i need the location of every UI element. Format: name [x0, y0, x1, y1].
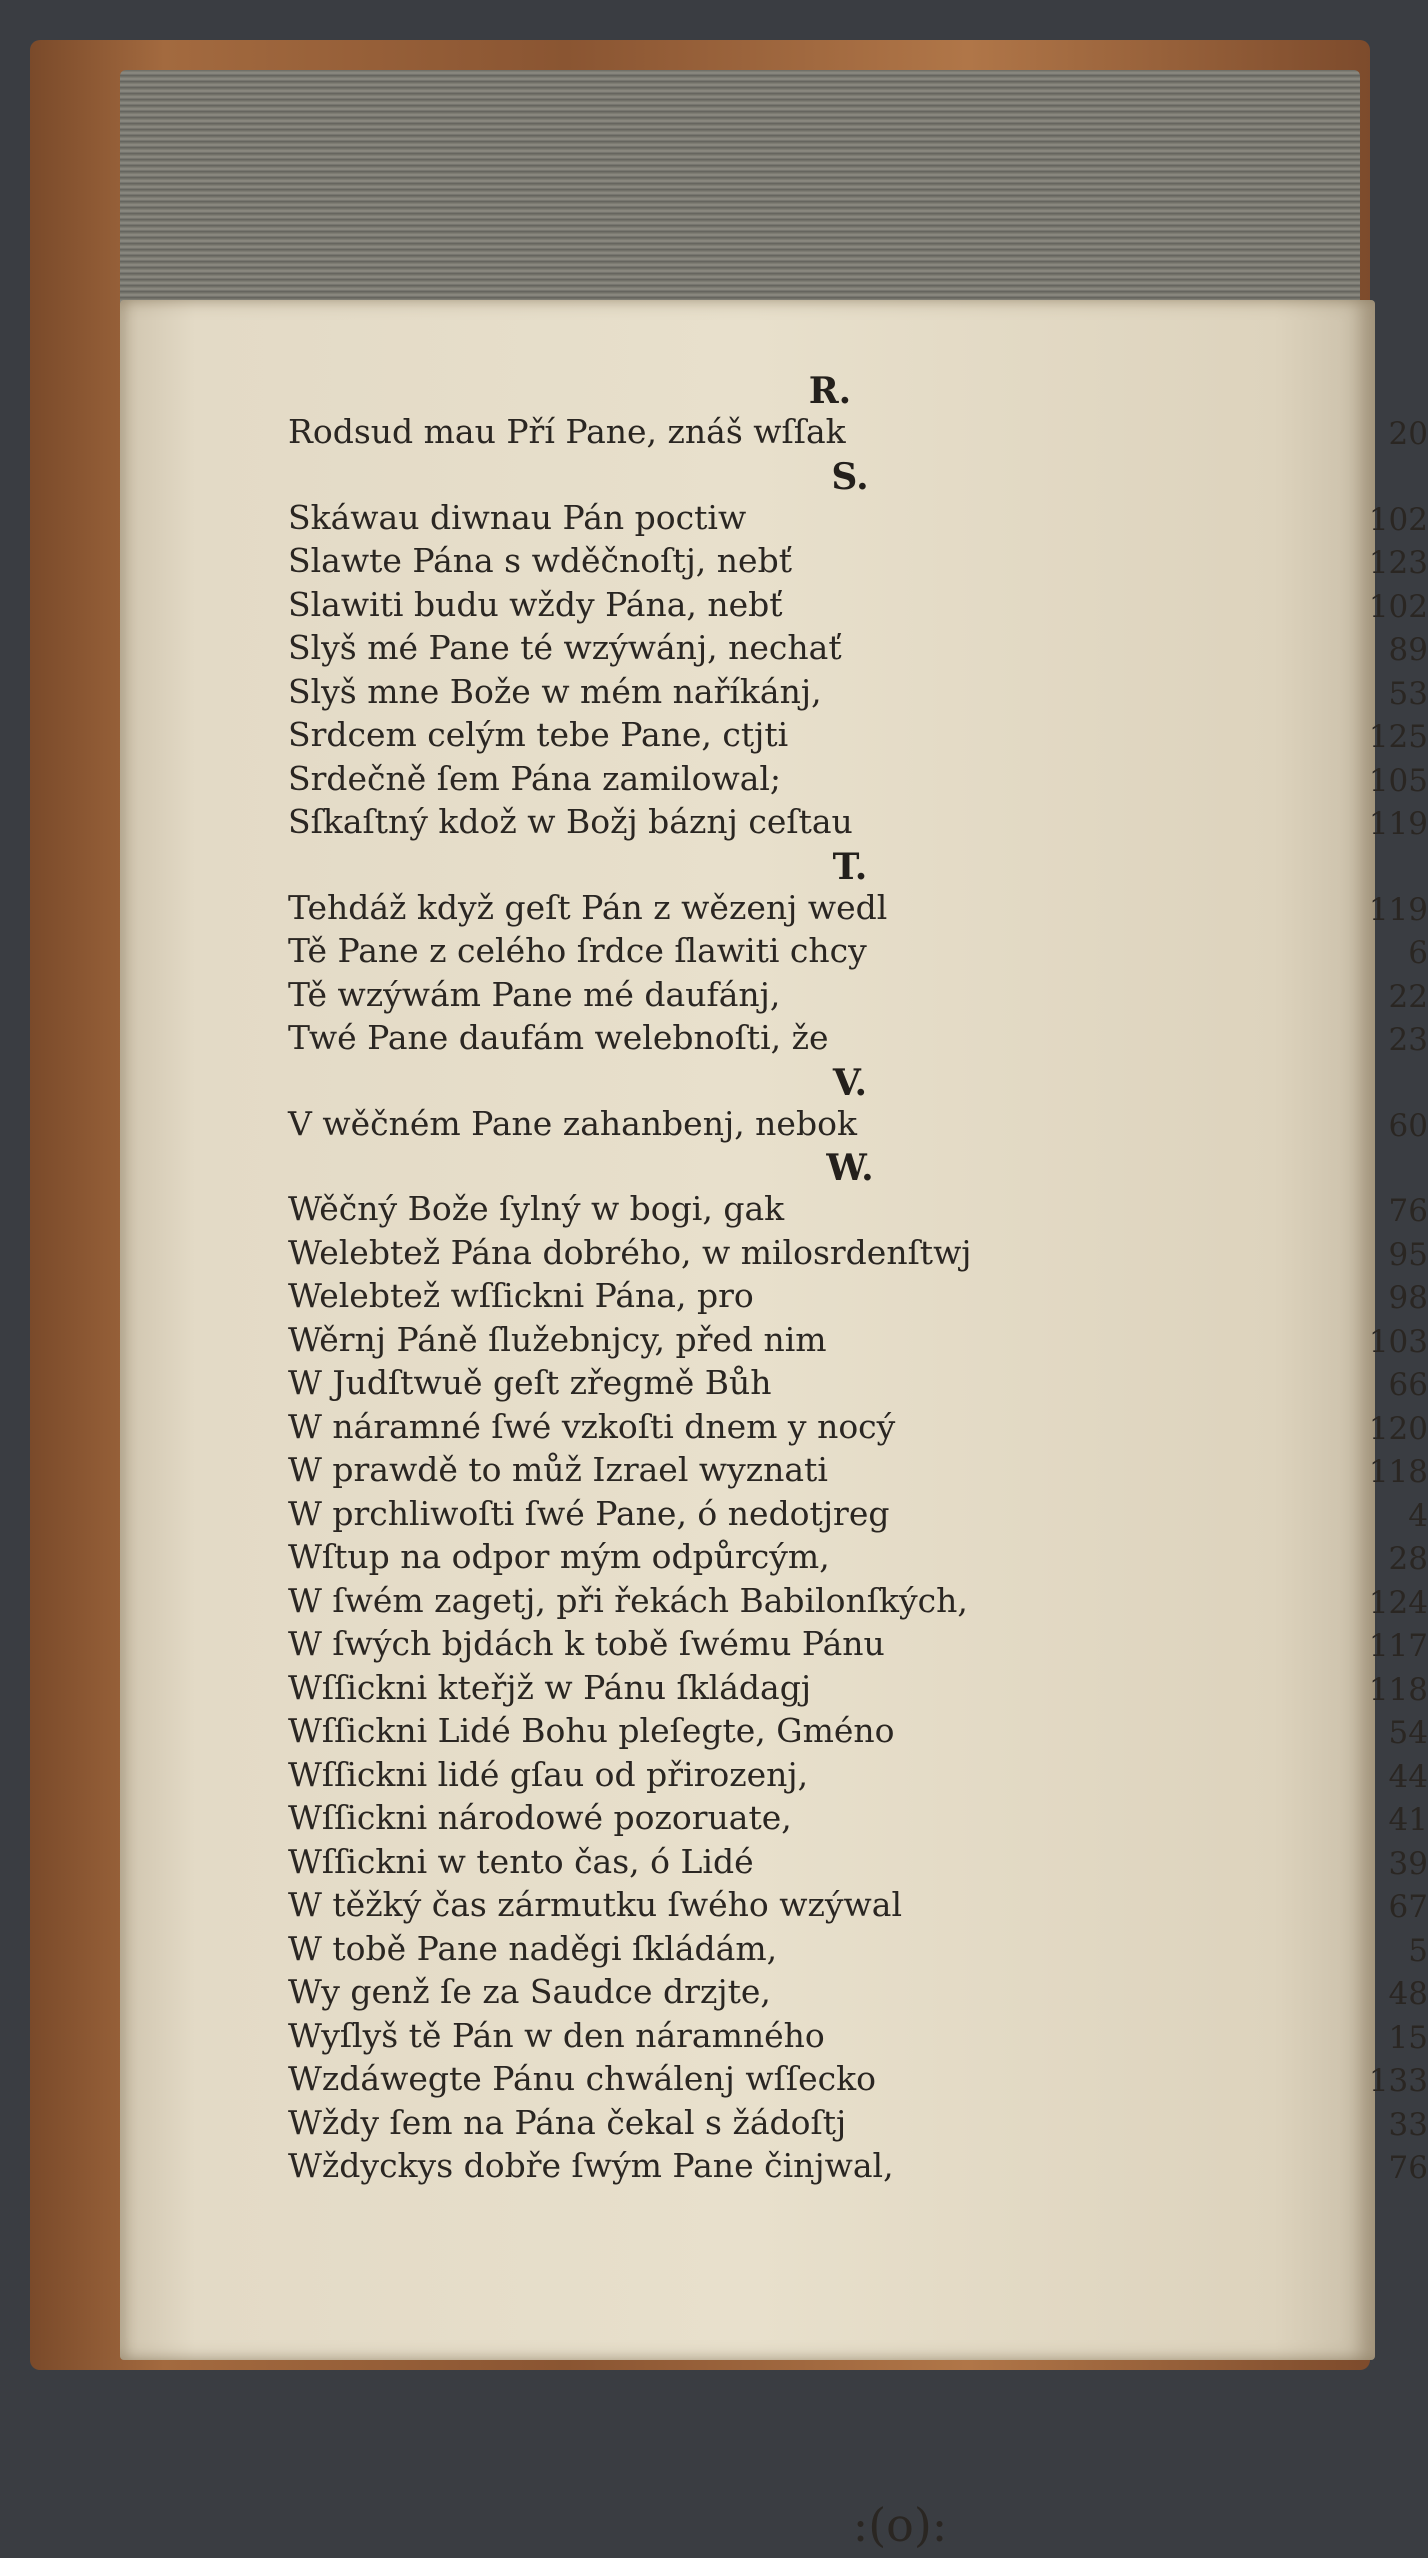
index-entry [288, 1189, 1428, 1231]
entry-page-number: 4 [1408, 1497, 1428, 1534]
entry-incipit: Welebtež Pána dobrého, w milosrdenſtwj [288, 1232, 972, 1272]
index-entry [288, 541, 1428, 583]
entry-page-number: 95 [1388, 1236, 1428, 1273]
index-entry [288, 888, 1428, 930]
entry-incipit: Wſſickni lidé gſau od přirozenj, [288, 1754, 809, 1794]
book-page [120, 300, 1428, 2552]
index-entry [288, 1624, 1428, 1666]
entry-page-number: 118 [1368, 1671, 1428, 1708]
entry-incipit: Slyš mé Pane té wzýwánj, nechať [288, 628, 842, 667]
entry-page-number: 76 [1388, 1193, 1428, 1229]
entry-page-number: 123 [1368, 545, 1428, 581]
entry-incipit: Tě Pane z celého ſrdce ſlawiti chcy [288, 931, 867, 970]
entry-page-number: 23 [1388, 1022, 1428, 1058]
entry-page-number: 120 [1368, 1410, 1428, 1447]
entry-incipit: Wſtup na odpor mým odpůrcým, [288, 1537, 830, 1576]
index-entry [288, 1842, 1428, 1884]
index-entry [288, 1104, 1428, 1146]
index-entry [288, 2016, 1428, 2058]
entry-incipit: Wſſickni národowé pozoruate, [288, 1798, 792, 1837]
entry-incipit: Wěčný Bože ſylný w bogi, gak [288, 1189, 785, 1228]
entry-page-number: 6 [1408, 935, 1428, 971]
entry-page-number: 22 [1388, 978, 1428, 1015]
index-entry [288, 672, 1428, 714]
entry-page-number: 48 [1388, 1976, 1428, 2012]
entry-page-number: 5 [1408, 1932, 1428, 1969]
entry-page-number: 119 [1368, 891, 1428, 928]
index-entry [288, 1929, 1428, 1971]
entry-page-number: 98 [1388, 1280, 1428, 1316]
index-entry [288, 759, 1428, 801]
index-entry [288, 2103, 1428, 2145]
entry-page-number: 117 [1368, 1628, 1428, 1664]
entry-page-number: 15 [1388, 2019, 1428, 2056]
index-entry [288, 1537, 1428, 1579]
index-entry [288, 1798, 1428, 1840]
entry-page-number: 53 [1388, 675, 1428, 712]
index-entry [288, 1233, 1428, 1275]
entry-incipit: W tobě Pane naděgi ſkládám, [288, 1928, 778, 1968]
index-entry [288, 585, 1428, 627]
entry-page-number: 119 [1368, 806, 1428, 842]
entry-page-number: 39 [1388, 1845, 1428, 1882]
index-entry [288, 802, 1428, 844]
entry-page-number: 33 [1388, 2106, 1428, 2143]
entry-incipit: W těžký čas zármutku ſwého wzýwal [288, 1885, 903, 1924]
entry-page-number: 44 [1388, 1758, 1428, 1795]
entry-page-number: 102 [1368, 588, 1428, 625]
index-entry [288, 1450, 1428, 1492]
section-letter: W. [826, 1147, 874, 1189]
entry-page-number: 103 [1368, 1323, 1428, 1360]
entry-incipit: W ſwém zagetj, při řekách Babilonſkých, [288, 1580, 968, 1620]
entry-incipit: V wěčném Pane zahanbenj, nebok [288, 1103, 857, 1143]
entry-incipit: Sſkaſtný kdož w Božj báznj ceſtau [288, 802, 853, 841]
entry-page-number: 28 [1388, 1541, 1428, 1577]
index-entry [288, 498, 1428, 540]
entry-incipit: Wyſlyš tě Pán w den náramného [288, 2015, 825, 2055]
entry-page-number: 20 [1388, 416, 1428, 452]
entry-page-number: 89 [1388, 632, 1428, 668]
entry-incipit: W náramné ſwé vzkoſti dnem y nocý [288, 1406, 896, 1446]
index-entry [288, 628, 1428, 670]
entry-incipit: Srdečně ſem Pána zamilowal; [288, 758, 782, 798]
entry-page-number: 67 [1388, 1889, 1428, 1925]
entry-incipit: Tě wzýwám Pane mé daufánj, [288, 974, 781, 1014]
index-list [120, 300, 1428, 2360]
entry-incipit: Wſſickni kteřjž w Pánu ſkládagj [288, 1667, 812, 1707]
index-entry [288, 412, 1428, 454]
entry-incipit: Slawte Pána s wděčnoſtj, nebť [288, 541, 792, 580]
entry-page-number: 102 [1368, 501, 1428, 538]
index-entry [288, 1581, 1428, 1623]
entry-page-number: 125 [1368, 719, 1428, 755]
entry-incipit: W ſwých bjdách k tobě ſwému Pánu [288, 1624, 885, 1663]
index-entry [288, 1755, 1428, 1797]
entry-page-number: 66 [1388, 1367, 1428, 1403]
entry-incipit: Wy genž ſe za Saudce drzjte, [288, 1972, 771, 2011]
index-entry [288, 1885, 1428, 1927]
index-entry [288, 1972, 1428, 2014]
section-letter: S. [831, 455, 869, 498]
index-entry [288, 1407, 1428, 1449]
page-block-edge [120, 70, 1360, 305]
index-entry [288, 1363, 1428, 1405]
entry-page-number: 76 [1388, 2150, 1428, 2186]
entry-incipit: Wěrnj Páně ſlužebnjcy, před nim [288, 1319, 827, 1359]
section-letter: T. [832, 845, 868, 888]
entry-incipit: Wždyckys dobře ſwým Pane činjwal, [288, 2146, 894, 2185]
index-entry [288, 2059, 1428, 2101]
entry-incipit: Slawiti budu wždy Pána, nebť [288, 584, 783, 624]
index-entry [288, 1668, 1428, 1710]
entry-page-number: 133 [1368, 2063, 1428, 2099]
index-entry [288, 2146, 1428, 2188]
index-entry [288, 975, 1428, 1017]
entry-incipit: Tehdáž když geſt Pán z wězenj wedl [288, 887, 888, 927]
entry-incipit: Skáwau diwnau Pán poctiw [288, 497, 747, 537]
ornament: :(o): [852, 2498, 948, 2552]
entry-page-number: 124 [1368, 1584, 1428, 1621]
index-entry [288, 715, 1428, 757]
index-entry [288, 931, 1428, 973]
entry-incipit: Wſſickni Lidé Bohu pleſegte, Gméno [288, 1711, 895, 1750]
entry-page-number: 41 [1388, 1802, 1428, 1838]
index-entry [288, 1018, 1428, 1060]
section-letter: R. [808, 370, 852, 412]
entry-page-number: 60 [1388, 1107, 1428, 1144]
entry-incipit: Wždy ſem na Pána čekal s žádoſtj [288, 2102, 847, 2142]
entry-incipit: Srdcem celým tebe Pane, ctjti [288, 715, 789, 754]
section-letter: V. [832, 1061, 868, 1104]
entry-page-number: 54 [1388, 1715, 1428, 1751]
entry-incipit: W prchliwoſti ſwé Pane, ó nedotjreg [288, 1493, 890, 1533]
entry-incipit: Slyš mne Bože w mém naříkánj, [288, 671, 822, 711]
entry-incipit: W Judſtwuě geſt zřegmě Bůh [288, 1363, 772, 1402]
entry-page-number: 105 [1368, 762, 1428, 799]
entry-page-number: 118 [1368, 1454, 1428, 1490]
entry-incipit: Rodsud mau Pří Pane, znáš wſſak [288, 412, 846, 451]
entry-incipit: W prawdě to můž Izrael wyznati [288, 1450, 828, 1489]
index-entry [288, 1494, 1428, 1536]
entry-incipit: Wzdáwegte Pánu chwálenj wſſecko [288, 2059, 876, 2098]
entry-incipit: Welebtež wſſickni Pána, pro [288, 1276, 754, 1315]
entry-incipit: Wſſickni w tento čas, ó Lidé [288, 1841, 754, 1881]
index-entry [288, 1711, 1428, 1753]
index-entry [288, 1276, 1428, 1318]
entry-incipit: Twé Pane daufám welebnoſti, že [288, 1018, 829, 1057]
index-entry [288, 1320, 1428, 1362]
